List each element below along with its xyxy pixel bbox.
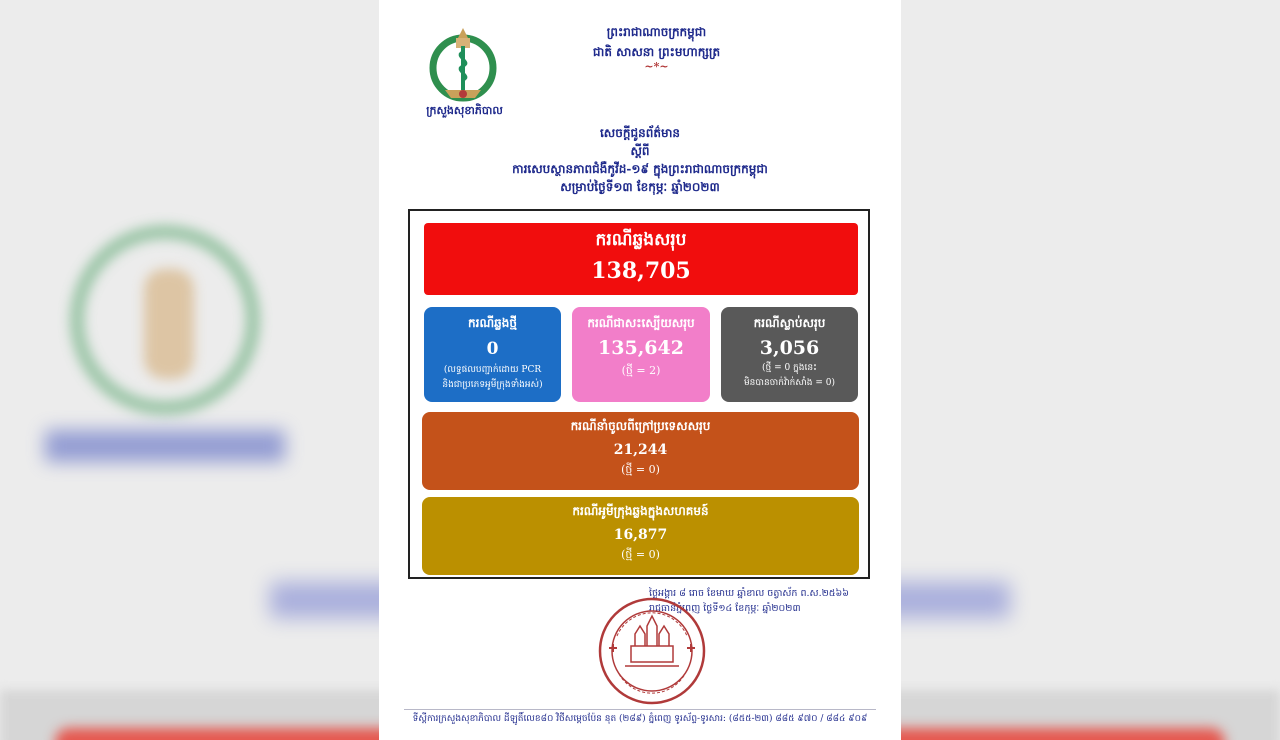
national-header: [529, 22, 784, 72]
recovered-label: ករណីជាសះស្បើយសរុប: [587, 316, 695, 330]
statistics-frame: [408, 209, 870, 579]
new-cases-note: និងជាប្រភេទអូមីក្រុងទាំងអស់): [442, 380, 543, 390]
new-cases-value: 0: [486, 339, 499, 359]
total-cases-card: [424, 223, 858, 295]
deaths-card: [721, 307, 858, 402]
report-title: សេចក្តីជូនព័ត៌មាន: [600, 126, 680, 140]
total-cases-value: 138,705: [591, 258, 691, 284]
lunar-date: ថ្ងៃអង្គារ ៨ រោច ខែមាឃ ឆ្នាំខាល ចត្វាស័ក ព.ស.២៥៦៦: [649, 588, 849, 599]
new-cases-card: [424, 307, 561, 402]
kingdom-title: ព្រះរាជាណាចក្រកម្ពុជា: [606, 25, 707, 39]
blurred-logo: [70, 225, 260, 415]
total-cases-label: ករណីឆ្លងសរុប: [595, 230, 687, 250]
community-cases-card: [422, 497, 859, 575]
solar-date: រាជធានីភ្នំពេញ ថ្ងៃទី១៤ ខែកុម្ភៈ ឆ្នាំ២០២៣: [649, 603, 801, 614]
national-motto: ជាតិ សាសនា ព្រះមហាក្សត្រ: [592, 45, 721, 59]
footer-address: ទីស្តីការក្រសួងសុខាភិបាល ដីឡូតិ៍លេខ៨០ វិថីសម្តេចប៉ែន នុត (២៨៩) ភ្នំពេញ ទូរស័ព្ទ-ទូរសារ: (៨៥៥-២៣) ៨៨៥ ៩៧០ / ៨៨៤ ៩០៩: [412, 714, 868, 724]
imported-cases-note: (ថ្មី = 0): [621, 463, 660, 476]
new-cases-note: (លទ្ធផលបញ្ជាក់ដោយ PCR: [443, 365, 542, 375]
official-stamp-seal-icon: [595, 596, 709, 706]
report-date: សម្រាប់ថ្ងៃទី១៣ ខែកុម្ភៈ ឆ្នាំ២០២៣: [560, 180, 720, 194]
deaths-label: ករណីស្លាប់សរុប: [753, 316, 826, 330]
report-about: ស្តីពី: [630, 144, 650, 158]
report-title-block: [379, 124, 901, 196]
ornament: ~*~: [644, 60, 669, 73]
community-cases-label: ករណីអូមីក្រុងឆ្លងក្នុងសហគមន៍: [572, 504, 709, 518]
blurred-text: [45, 430, 285, 462]
deaths-value: 3,056: [759, 337, 820, 359]
deaths-note: (ថ្មី = 0 ក្នុងនេះ: [761, 363, 818, 373]
footer-divider: [404, 709, 876, 710]
imported-cases-value: 21,244: [613, 442, 668, 458]
community-cases-note: (ថ្មី = 0): [621, 548, 660, 561]
community-cases-value: 16,877: [613, 527, 668, 543]
deaths-note: មិនបានចាក់វ៉ាក់សាំង = 0): [743, 378, 836, 388]
imported-cases-label: ករណីនាំចូលពីក្រៅប្រទេសសរុប: [570, 419, 711, 433]
ministry-of-health-emblem-icon: [423, 26, 503, 106]
report-subject: ការសេបស្ថានភាពជំងឺកូវីដ-១៩ ក្នុងព្រះរាជាណាចក្រកម្ពុជា: [512, 162, 768, 176]
new-cases-label: ករណីឆ្លងថ្មី: [468, 316, 517, 330]
covid-report-document: [379, 0, 901, 740]
recovered-card: [572, 307, 710, 402]
recovered-value: 135,642: [598, 337, 684, 359]
imported-cases-card: [422, 412, 859, 490]
ministry-name: ក្រសួងសុខាភិបាល: [426, 104, 503, 117]
recovered-note: (ថ្មី = 2): [621, 364, 661, 377]
